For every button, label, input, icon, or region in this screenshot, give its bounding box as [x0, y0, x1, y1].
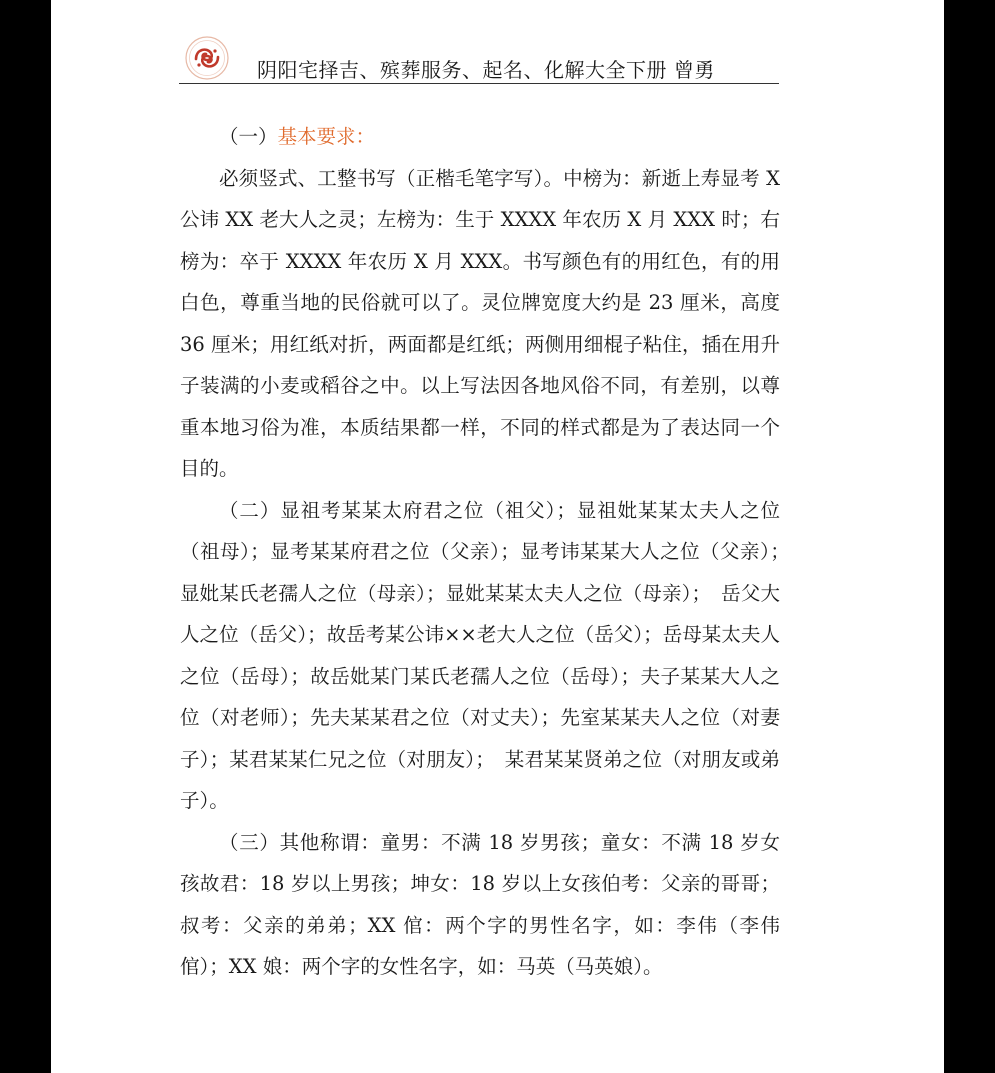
section-1-heading-prefix: （一） — [219, 125, 278, 148]
section-1-heading-suffix: ： — [355, 125, 376, 148]
header-title: 阴阳宅择吉、殡葬服务、起名、化解大全下册 曾勇 — [257, 58, 715, 82]
section-basic-requirements — [180, 116, 780, 158]
section-3-body: （三）其他称谓：童男：不满 18 岁男孩；童女：不满 18 岁女孩故君：18 岁以上男孩；坤女：18 岁以上女孩伯考：父亲的哥哥；叔考：父亲的弟弟；XX 倌：两个字的男性名字，如：李伟（李伟倌）；XX 娘：两个字的女性名字，如：马英（马英娘）。 — [180, 830, 780, 978]
yin-yang-swirl-logo-icon — [183, 34, 231, 82]
section-1-body: 必须竖式、工整书写（正楷毛笔字写）。中榜为：新逝上寿显考 X 公讳 XX 老大人之灵；左榜为：生于 XXXX 年农历 X 月 XXX 时；右榜为：卒于 XXXX 年农历 X 月 XXX。书写颜色有的用红色，有的用白色，尊重当地的民俗就可以了。灵位牌宽度大约是 23 厘米，高度 36 厘米；用红纸对折，两面都是红纸；两侧用细棍子粘住，插在用升子装满的小麦或稻谷之中。以上写法因各地风俗不同，有差别，以尊重本地习俗为准，本质结果都一样，不同的样式都是为了表达同一个目的。 — [180, 166, 780, 480]
section-2-body: （二）显祖考某某太府君之位（祖父）；显祖妣某某太夫人之位（祖母）；显考某某府君之位（父亲）；显考讳某某大人之位（父亲）； 显妣某氏老孺人之位（母亲）；显妣某某太夫人之位（母亲）； 岳父大人之位（岳父）；故岳考某公讳××老大人之位（岳父）；岳母某太夫人之位（岳母）；故岳妣某门某氏老孺人之位（岳母）；夫子某某大人之位（对老师）；先夫某某君之位（对丈夫）；先室某某夫人之位（对妻子）；某君某某仁兄之位（对朋友）； 某君某某贤弟之位（对朋友或弟子）。 — [180, 498, 800, 812]
section-1-heading-title: 基本要求 — [277, 125, 356, 148]
header-divider — [179, 83, 779, 84]
document-page — [51, 0, 944, 1073]
document-body — [180, 116, 800, 988]
page-header — [179, 34, 779, 86]
